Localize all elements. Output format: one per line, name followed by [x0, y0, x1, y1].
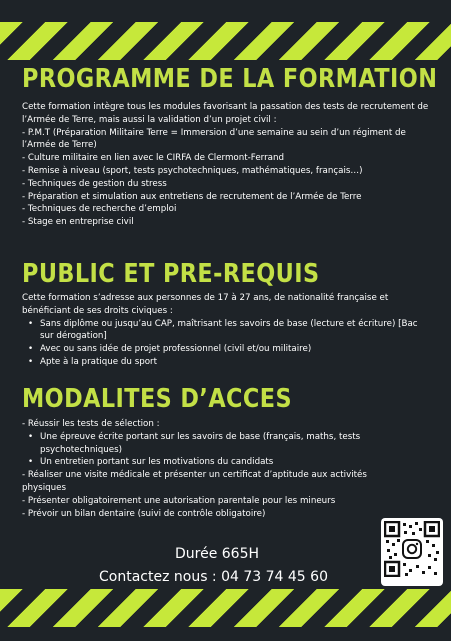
section-modalites: [22, 418, 372, 520]
public-bullet: • Apte à la pratique du sport: [38, 356, 432, 369]
programme-intro: Cette formation intègre tous les modules favorisant la passation des tests de recrutement de l’Armée de Terre, mais aussi la validation d’un projet civil :: [22, 102, 429, 125]
qr-pattern: [384, 521, 440, 577]
contact-phone[interactable]: Contactez nous : 04 73 74 45 60: [99, 569, 328, 585]
public-bullet: • Avec ou sans idée de projet professionnel (civil et/ou militaire): [38, 343, 432, 356]
programme-item: - Techniques de recherche d’emploi: [22, 204, 177, 215]
modalites-bullet: • Un entretien portant sur les motivations du candidats: [38, 456, 372, 469]
modalites-list: [22, 431, 372, 469]
heading-modalites: MODALITES D’ACCES: [22, 384, 292, 414]
qr-code-icon[interactable]: [381, 518, 443, 586]
modalites-item: - Prévoir un bilan dentaire (suivi de contrôle obligatoire): [22, 508, 266, 519]
hazard-stripe-bottom: [0, 589, 451, 627]
programme-item: - Culture militaire en lien avec le CIRFA de Clermont-Ferrand: [22, 153, 284, 164]
public-intro: Cette formation s’adresse aux personnes de 17 à 27 ans, de nationalité française et bénéficiant de ses droits civiques :: [22, 293, 389, 316]
programme-item: - Stage en entreprise civil: [22, 217, 134, 228]
programme-item: - Techniques de gestion du stress: [22, 178, 167, 189]
modalites-item: - Réaliser une visite médicale et présenter un certificat d’aptitude aux activités physiques: [22, 470, 367, 493]
duration-text: Durée 665H: [175, 546, 260, 562]
section-public: [22, 292, 432, 369]
public-bullet: • Sans diplôme ou jusqu’au CAP, maîtrisant les savoirs de base (lecture et écriture) [Bac sur dérogation]: [38, 318, 432, 344]
hazard-stripe-top: [0, 22, 451, 60]
programme-item: - Préparation et simulation aux entretiens de recrutement de l’Armée de Terre: [22, 191, 362, 202]
programme-item: - P.M.T (Préparation Militaire Terre = Immersion d’une semaine au sein d’un régiment de l’Armée de Terre): [22, 127, 406, 151]
modalites-intro: - Réussir les tests de sélection :: [22, 419, 160, 429]
top-band: [0, 0, 451, 22]
modalites-bullet: • Une épreuve écrite portant sur les savoirs de base (français, maths, tests psychotechniques): [38, 431, 372, 457]
programme-item: - Remise à niveau (sport, tests psychotechniques, mathématiques, français…): [22, 165, 363, 176]
heading-programme: PROGRAMME DE LA FORMATION: [22, 64, 438, 94]
heading-public: PUBLIC ET PRE-REQUIS: [22, 259, 320, 289]
public-list: [22, 318, 432, 369]
modalites-item: - Présenter obligatoirement une autorisation parentale pour les mineurs: [22, 495, 336, 506]
section-programme: [22, 101, 432, 229]
